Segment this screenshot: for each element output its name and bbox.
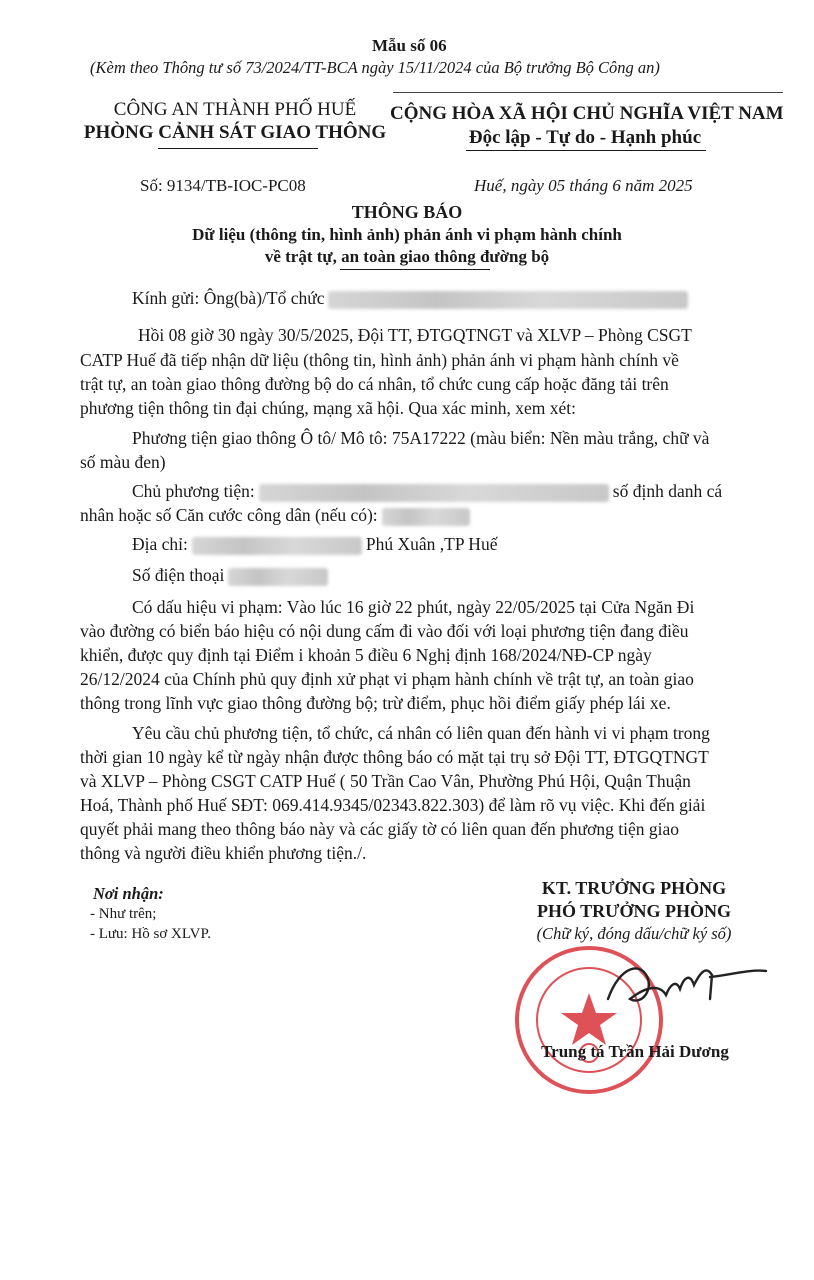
violation-line2: vào đường có biển báo hiệu có nội dung cấm đi vào đối với loại phương tiện đang điều bbox=[80, 621, 689, 641]
place-date: Huế, ngày 05 tháng 6 năm 2025 bbox=[474, 176, 693, 195]
owner-label: Chủ phương tiện: bbox=[132, 481, 255, 501]
document-number: Số: 9134/TB-IOC-PC08 bbox=[140, 176, 306, 195]
document-subtitle-1: Dữ liệu (thông tin, hình ảnh) phản ánh vi phạm hành chính bbox=[192, 225, 622, 244]
recipients-item-1: - Như trên; bbox=[90, 906, 157, 922]
violation-line4: 26/12/2024 của Chính phủ quy định xử phạt vi phạm hành chính về trật tự, an toàn giao bbox=[80, 669, 694, 689]
header-top-rule bbox=[393, 92, 783, 93]
greeting bbox=[132, 287, 692, 309]
redacted-phone bbox=[228, 568, 328, 586]
signature-title-1: KT. TRƯỞNG PHÒNG bbox=[541, 878, 727, 898]
nation-motto: Độc lập - Tự do - Hạnh phúc bbox=[468, 127, 702, 148]
recipients-item-2: - Lưu: Hồ sơ XLVP. bbox=[90, 926, 211, 942]
motto-underline bbox=[466, 150, 706, 151]
phone-label: Số điện thoại bbox=[132, 565, 225, 585]
id-line bbox=[80, 504, 474, 526]
p1-line1: Hồi 08 giờ 30 ngày 30/5/2025, Đội TT, ĐTGQTNGT và XLVP – Phòng CSGT bbox=[138, 325, 692, 345]
agency-department: PHÒNG CẢNH SÁT GIAO THÔNG bbox=[83, 122, 387, 143]
p1-line4: phương tiện thông tin đại chúng, mạng xã hội. Qua xác minh, xem xét: bbox=[80, 398, 577, 418]
recipients-label: Nơi nhận: bbox=[93, 884, 164, 903]
redacted-address bbox=[192, 537, 362, 555]
handwritten-signature-icon bbox=[600, 955, 770, 1015]
signature-title-2: PHÓ TRƯỞNG PHÒNG bbox=[536, 901, 731, 921]
nation-name: CỘNG HÒA XÃ HỘI CHỦ NGHĨA VIỆT NAM bbox=[390, 103, 784, 124]
request-line4: Hoá, Thành phố Huế SĐT: 069.414.9345/02343.822.303) để làm rõ vụ việc. Khi đến giải bbox=[80, 795, 706, 815]
id-label: nhân hoặc số Căn cước công dân (nếu có): bbox=[80, 505, 378, 525]
signature-note: (Chữ ký, đóng dấu/chữ ký số) bbox=[536, 924, 732, 943]
violation-line3: khiển, được quy định tại Điểm i khoản 5 điều 6 Nghị định 168/2024/NĐ-CP ngày bbox=[80, 645, 652, 665]
violation-line5: thông trong lĩnh vực giao thông đường bộ; trừ điểm, phục hồi điểm giấy phép lái xe. bbox=[80, 693, 671, 713]
redacted-recipient bbox=[328, 291, 688, 309]
document-subtitle-2: về trật tự, an toàn giao thông đường bộ bbox=[264, 247, 550, 266]
redacted-id bbox=[382, 508, 470, 526]
redacted-owner bbox=[259, 484, 609, 502]
agency-name: CÔNG AN THÀNH PHỐ HUẾ bbox=[113, 99, 357, 120]
address-label: Địa chỉ: bbox=[132, 534, 188, 554]
vehicle-line1: Phương tiện giao thông Ô tô/ Mô tô: 75A17222 (màu biển: Nền màu trắng, chữ và bbox=[132, 428, 710, 448]
document-title: THÔNG BÁO bbox=[351, 202, 463, 222]
request-line1: Yêu cầu chủ phương tiện, tổ chức, cá nhân có liên quan đến hành vi vi phạm trong bbox=[132, 723, 710, 743]
vehicle-line2: số màu đen) bbox=[80, 452, 166, 472]
agency-underline bbox=[158, 148, 318, 149]
owner-tail: số định danh cá bbox=[612, 481, 723, 501]
p1-line3: trật tự, an toàn giao thông đường bộ do cá nhân, tổ chức cung cấp hoặc đăng tải trên bbox=[80, 374, 669, 394]
request-line6: thông và người điều khiển phương tiện./. bbox=[80, 843, 367, 863]
violation-line1: Có dấu hiệu vi phạm: Vào lúc 16 giờ 22 phút, ngày 22/05/2025 tại Cửa Ngăn Đi bbox=[132, 597, 695, 617]
phone-line bbox=[132, 564, 332, 586]
owner-line bbox=[132, 480, 722, 502]
greeting-label: Kính gửi: Ông(bà)/Tổ chức bbox=[132, 288, 325, 308]
address-line bbox=[132, 533, 497, 555]
title-underline bbox=[340, 269, 490, 270]
request-line5: quyết phải mang theo thông báo này và các giấy tờ có liên quan đến phương tiện giao bbox=[80, 819, 680, 839]
p1-line2: CATP Huế đã tiếp nhận dữ liệu (thông tin, hình ảnh) phản ánh vi phạm hành chính về bbox=[80, 350, 679, 370]
form-number: Mẫu số 06 bbox=[372, 36, 447, 55]
form-reference: (Kèm theo Thông tư số 73/2024/TT-BCA ngày 15/11/2024 của Bộ trưởng Bộ Công an) bbox=[90, 58, 660, 77]
request-line3: và XLVP – Phòng CSGT CATP Huế ( 50 Trần Cao Vân, Phường Phú Hội, Quận Thuận bbox=[80, 771, 691, 791]
request-line2: thời gian 10 ngày kể từ ngày nhận được thông báo có mặt tại trụ sở Đội TT, ĐTGQTNGT bbox=[80, 747, 709, 767]
address-tail: Phú Xuân ,TP Huế bbox=[365, 534, 498, 554]
signer-name: Trung tá Trần Hải Dương bbox=[541, 1042, 729, 1061]
